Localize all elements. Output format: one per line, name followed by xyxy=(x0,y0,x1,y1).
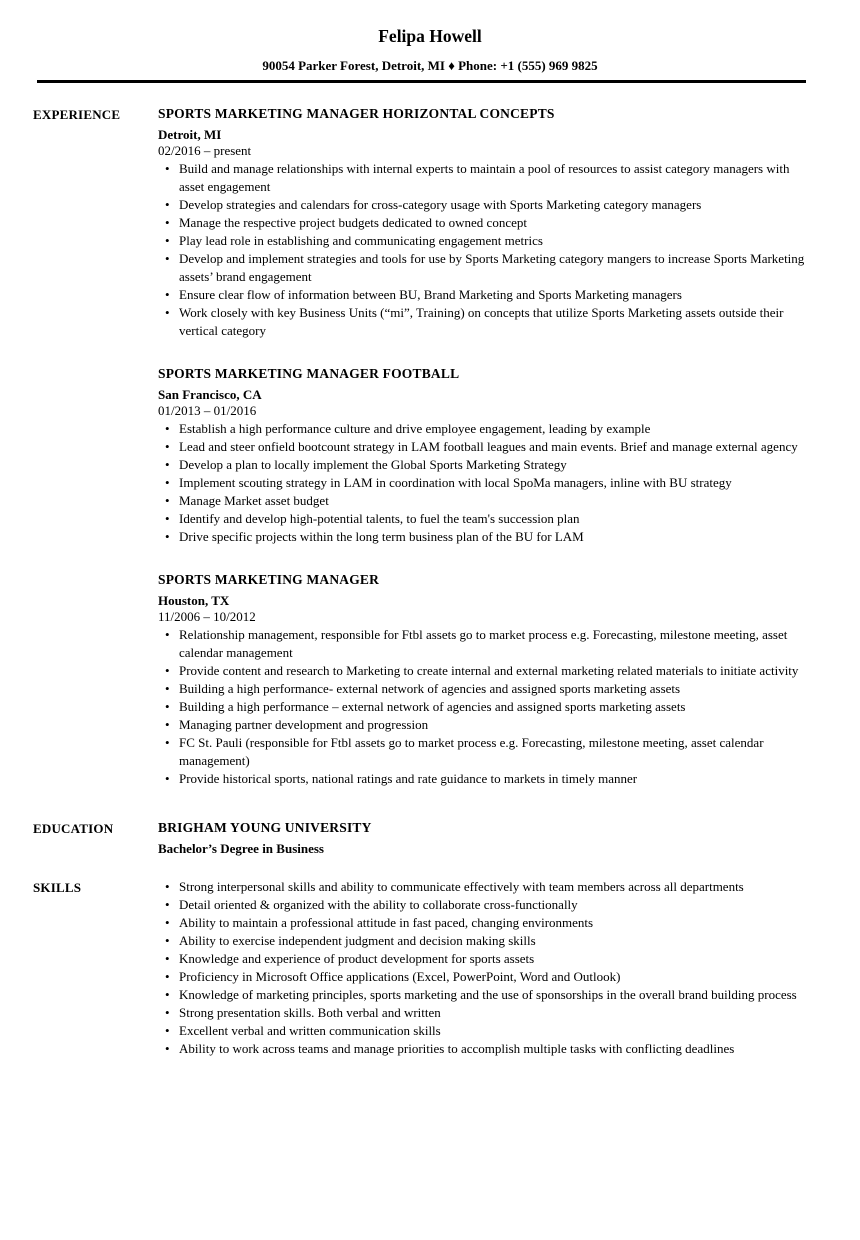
bullet-item: • Develop strategies and calendars for cross-category usage with Sports Marketing category managers xyxy=(158,196,812,214)
bullet-item: • Identify and develop high-potential talents, to fuel the team's succession plan xyxy=(158,510,812,528)
bullet-item: • Ability to exercise independent judgment and decision making skills xyxy=(158,932,812,950)
bullet-item: • Establish a high performance culture and drive employee engagement, leading by example xyxy=(158,420,812,438)
bullet-item: • Strong presentation skills. Both verbal and written xyxy=(158,1004,812,1022)
bullet-item: • Managing partner development and progression xyxy=(158,716,812,734)
job-dates: 01/2013 – 01/2016 xyxy=(158,402,257,418)
bullet-item: • Develop and implement strategies and tools for use by Sports Marketing category mangers to increase Sports Marketing assets’ brand engagement xyxy=(158,250,812,286)
candidate-name: Felipa Howell xyxy=(378,26,482,46)
header-divider xyxy=(37,80,806,83)
bullet-item: • Excellent verbal and written communication skills xyxy=(158,1022,812,1040)
bullet-item: • Provide content and research to Marketing to create internal and external marketing related materials to initiate activity xyxy=(158,662,812,680)
job-bullet-list xyxy=(158,420,812,546)
education-label: EDUCATION xyxy=(33,820,114,836)
job-location: Detroit, MI xyxy=(158,126,222,142)
experience-label: EXPERIENCE xyxy=(33,106,121,122)
job-location: Houston, TX xyxy=(158,592,230,608)
job-title: SPORTS MARKETING MANAGER xyxy=(158,571,380,587)
bullet-item: • Relationship management, responsible for Ftbl assets go to market process e.g. Forecasting, milestone meeting, asset calendar management xyxy=(158,626,812,662)
education-degree: Bachelor’s Degree in Business xyxy=(158,840,324,856)
bullet-item: • Knowledge and experience of product development for sports assets xyxy=(158,950,812,968)
job-dates: 02/2016 – present xyxy=(158,142,252,158)
job-location: San Francisco, CA xyxy=(158,386,262,402)
bullet-item: • FC St. Pauli (responsible for Ftbl assets go to market process e.g. Forecasting, milestone meeting, asset calendar management) xyxy=(158,734,812,770)
bullet-item: • Implement scouting strategy in LAM in coordination with local SpoMa managers, inline with BU strategy xyxy=(158,474,812,492)
job-title: SPORTS MARKETING MANAGER FOOTBALL xyxy=(158,365,460,381)
bullet-item: • Develop a plan to locally implement the Global Sports Marketing Strategy xyxy=(158,456,812,474)
education-school: BRIGHAM YOUNG UNIVERSITY xyxy=(158,819,372,835)
bullet-item: • Proficiency in Microsoft Office applications (Excel, PowerPoint, Word and Outlook) xyxy=(158,968,812,986)
bullet-item: • Knowledge of marketing principles, sports marketing and the use of sponsorships in the overall brand building process xyxy=(158,986,812,1004)
contact-line: 90054 Parker Forest, Detroit, MI ♦ Phone: +1 (555) 969 9825 xyxy=(262,58,598,73)
bullet-item: • Building a high performance- external network of agencies and assigned sports marketing assets xyxy=(158,680,812,698)
bullet-item: • Lead and steer onfield bootcount strategy in LAM football leagues and main events. Brief and manage external agency xyxy=(158,438,812,456)
job-entry xyxy=(158,364,812,546)
job-title: SPORTS MARKETING MANAGER HORIZONTAL CONCEPTS xyxy=(158,105,555,121)
experience-content xyxy=(158,104,812,788)
job-dates: 11/2006 – 10/2012 xyxy=(158,608,256,624)
education-section xyxy=(0,818,860,857)
bullet-item: • Build and manage relationships with internal experts to maintain a pool of resources to assist category managers with asset engagement xyxy=(158,160,812,196)
bullet-item: • Manage Market asset budget xyxy=(158,492,812,510)
skills-section xyxy=(0,877,860,1058)
job-bullet-list xyxy=(158,626,812,788)
bullet-item: • Drive specific projects within the long term business plan of the BU for LAM xyxy=(158,528,812,546)
bullet-item: • Building a high performance – external network of agencies and assigned sports marketing assets xyxy=(158,698,812,716)
education-content xyxy=(158,818,812,857)
bullet-item: • Ability to maintain a professional attitude in fast paced, changing environments xyxy=(158,914,812,932)
bullet-item: • Work closely with key Business Units (“mi”, Training) on concepts that utilize Sports Marketing assets outside their vertical category xyxy=(158,304,812,340)
experience-section xyxy=(0,104,860,788)
bullet-item: • Ability to work across teams and manage priorities to accomplish multiple tasks with conflicting deadlines xyxy=(158,1040,812,1058)
skills-label: SKILLS xyxy=(33,879,82,895)
bullet-item: • Provide historical sports, national ratings and rate guidance to markets in timely manner xyxy=(158,770,812,788)
bullet-item: • Ensure clear flow of information between BU, Brand Marketing and Sports Marketing managers xyxy=(158,286,812,304)
job-entry xyxy=(158,104,812,340)
bullet-item: • Play lead role in establishing and communicating engagement metrics xyxy=(158,232,812,250)
job-bullet-list xyxy=(158,160,812,340)
resume-header xyxy=(0,0,860,83)
skills-content xyxy=(158,877,812,1058)
bullet-item: • Detail oriented & organized with the ability to collaborate cross-functionally xyxy=(158,896,812,914)
bullet-item: • Strong interpersonal skills and ability to communicate effectively with team members across all departments xyxy=(158,878,812,896)
bullet-item: • Manage the respective project budgets dedicated to owned concept xyxy=(158,214,812,232)
skills-bullet-list xyxy=(158,878,812,1058)
job-entry xyxy=(158,570,812,788)
